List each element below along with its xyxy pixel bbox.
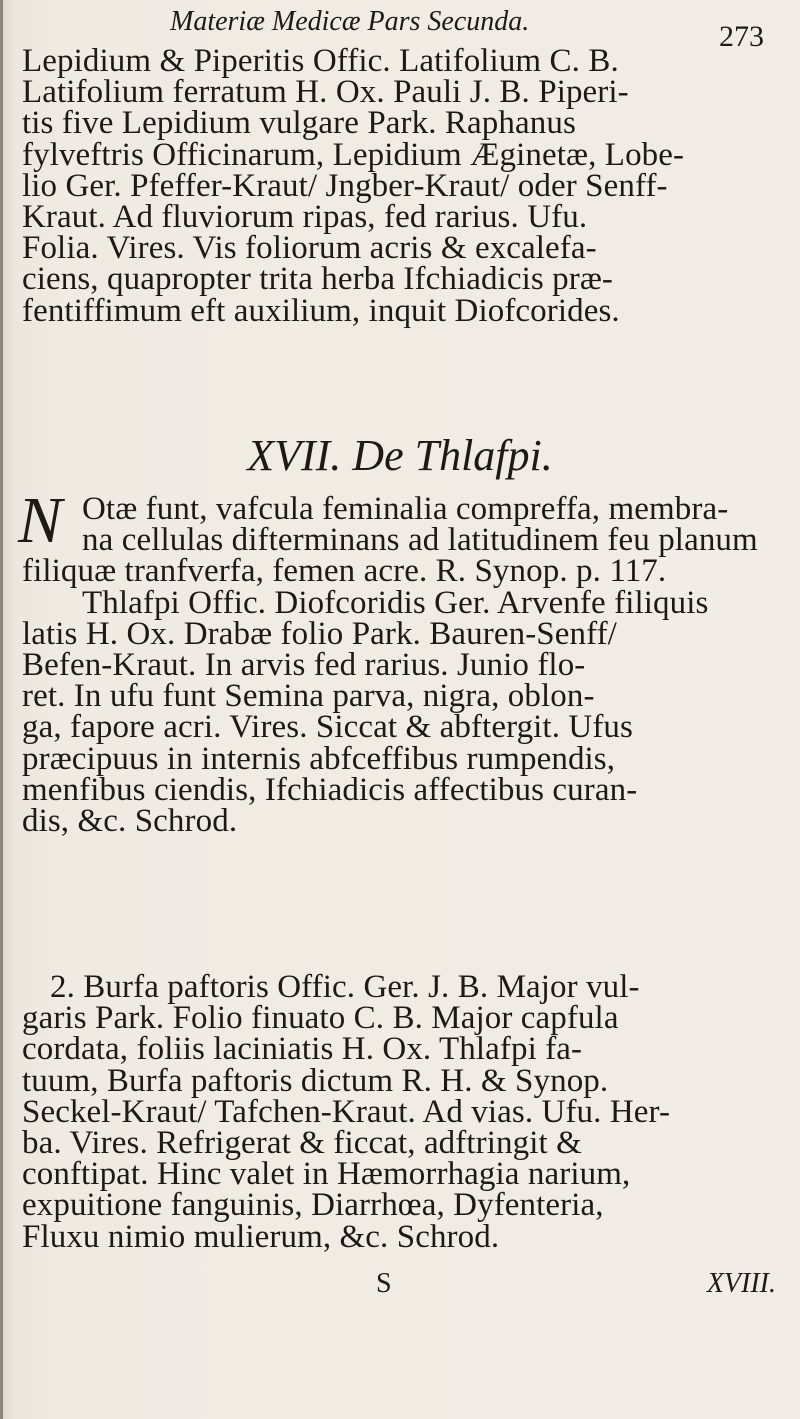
- chapter-title: XVII. De Thlafpi.: [247, 431, 553, 480]
- text-line: garis Park. Folio finuato C. B. Major capfula: [22, 1000, 619, 1037]
- running-title: Materiæ Medicæ Pars Secunda.: [170, 6, 530, 37]
- text-line: Lepidium & Piperitis Offic. Latifolium C. B.: [22, 43, 619, 79]
- text-line: Kraut. Ad fluviorum ripas, fed rarius. Ufu.: [22, 199, 588, 236]
- page-footer: [0, 1268, 800, 1308]
- binding-edge: [0, 0, 3, 1419]
- catchword: XVIII.: [706, 1268, 776, 1299]
- text-line: Seckel-Kraut/ Tafchen-Kraut. Ad vias. Ufu. Her-: [22, 1093, 671, 1130]
- text-line: lio Ger. Pfeffer-Kraut/ Jngber-Kraut/ oder Senff-: [22, 167, 668, 204]
- text-line: expuitione fanguinis, Diarrhœa, Dyfenteria,: [22, 1187, 604, 1224]
- entry-bursa-pastoris: [22, 969, 792, 1255]
- text-line: Thlafpi Offic. Diofcoridis Ger. Arvenfe filiquis: [82, 584, 709, 621]
- entry-lepidium: [22, 43, 792, 329]
- text-line: 2. Burfa paftoris Offic. Ger. J. B. Major vul-: [50, 969, 640, 1005]
- text-line: Befen-Kraut. In arvis fed rarius. Junio flo-: [22, 647, 586, 684]
- text-line: filiquæ tranfverfa, femen acre. R. Synop. p. 117.: [22, 553, 667, 590]
- text-line: Latifolium ferratum H. Ox. Pauli J. B. Piperi-: [22, 74, 629, 111]
- text-line: ga, fapore acri. Vires. Siccat & abftergit. Ufus: [22, 709, 633, 746]
- text-line: dis, &c. Schrod.: [22, 803, 238, 840]
- signature-mark: S: [376, 1268, 392, 1299]
- text-line: ciens, quapropter trita herba Ifchiadicis præ-: [22, 261, 614, 298]
- page-number: 273: [719, 20, 764, 53]
- entry-thlaspi: [22, 491, 792, 840]
- text-line: Fluxu nimio mulierum, &c. Schrod.: [22, 1218, 500, 1255]
- text-line: tis five Lepidium vulgare Park. Raphanus: [22, 105, 576, 142]
- text-line: menfibus ciendis, Ifchiadicis affectibus curan-: [22, 771, 638, 808]
- text-line: Otæ funt, vafcula feminalia compreffa, membra-: [82, 491, 729, 527]
- text-line: conftipat. Hinc valet in Hæmorrhagia narium,: [22, 1156, 631, 1193]
- running-header: [170, 6, 790, 53]
- text-line: na cellulas difterminans ad latitudinem feu planum: [82, 522, 758, 559]
- text-line: cordata, foliis laciniatis H. Ox. Thlafpi fa-: [22, 1031, 583, 1068]
- drop-cap: N: [18, 484, 63, 557]
- text-line: fentiffimum eft auxilium, inquit Diofcorides.: [22, 292, 620, 329]
- text-line: ba. Vires. Refrigerat & ficcat, adftringit &: [22, 1125, 582, 1162]
- text-line: fylveftris Officinarum, Lepidium Æginetæ, Lobe-: [22, 136, 685, 173]
- text-line: tuum, Burfa paftoris dictum R. H. & Synop.: [22, 1062, 609, 1099]
- text-line: Folia. Vires. Vis foliorum acris & excalefa-: [22, 230, 597, 267]
- text-line: latis H. Ox. Drabæ folio Park. Bauren-Senff/: [22, 615, 617, 652]
- text-line: ret. In ufu funt Semina parva, nigra, oblon-: [22, 678, 595, 715]
- text-line: præcipuus in internis abfceffibus rumpendis,: [22, 740, 616, 777]
